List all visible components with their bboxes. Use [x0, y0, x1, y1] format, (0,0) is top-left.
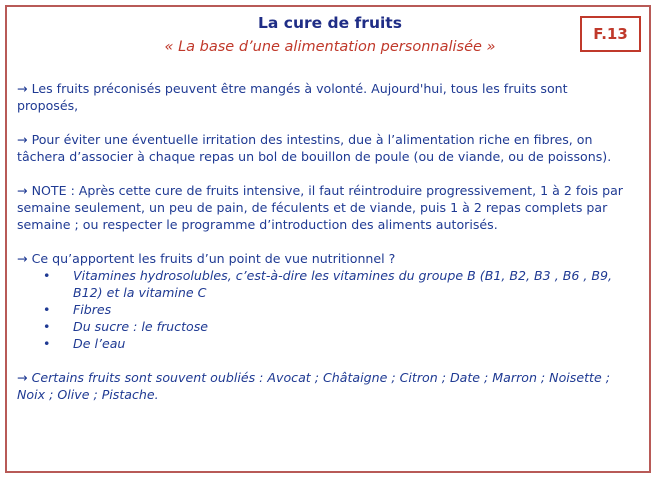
bullet-icon: • [43, 319, 51, 334]
paragraph-text: Ce qu’apportent les fruits d’un point de vue nutritionnel ? [31, 251, 396, 266]
document-body [17, 80, 629, 420]
bullet-icon: • [43, 336, 51, 351]
list-item: • Vitamines hydrosolubles, c’est-à-dire les vitamines du groupe B (B1, B2, B3 , B6 , B9, B12) et la vitamine C [43, 268, 613, 300]
page-subtitle: « La base d’une alimentation personnalisée » [164, 39, 496, 55]
bullet-icon: • [43, 302, 51, 317]
list-item: • De l’eau [43, 336, 126, 351]
arrow-icon: → [17, 183, 28, 198]
list-item: • Fibres [43, 302, 112, 317]
arrow-icon: → [17, 370, 28, 385]
paragraph-text: NOTE : Après cette cure de fruits intensive, il faut réintroduire progressivement, 1 à 2 fois par semaine seulement, un peu de pain, de féculents et de viande, puis 1 à 2 repas complets par semaine ; ou respecter le programme d’introduction des aliments autorisés. [17, 183, 623, 232]
paragraph-irritation [17, 131, 629, 165]
paragraph-nutrition-heading [17, 250, 629, 267]
paragraph-forgotten-fruits [17, 369, 629, 403]
page-title: La cure de fruits [258, 14, 402, 32]
paragraph-fruits-volonte [17, 80, 629, 114]
reference-badge: F.13 [580, 16, 641, 52]
bullet-icon: • [43, 268, 51, 283]
paragraph-text: Les fruits préconisés peuvent être mangés à volonté. Aujourd'hui, tous les fruits sont proposés, [17, 81, 568, 113]
paragraph-note [17, 182, 629, 233]
paragraph-text: Pour éviter une éventuelle irritation des intestins, due à l’alimentation riche en fibres, on tâchera d’associer à chaque repas un bol de bouillon de poule (ou de viande, ou de poissons). [17, 132, 612, 164]
nutrient-list [17, 267, 629, 352]
arrow-icon: → [17, 81, 28, 96]
paragraph-text: Certains fruits sont souvent oubliés : Avocat ; Châtaigne ; Citron ; Date ; Marron ; Noisette ; Noix ; Olive ; Pistache. [17, 370, 610, 402]
arrow-icon: → [17, 251, 28, 266]
list-item: • Du sucre : le fructose [43, 319, 209, 334]
arrow-icon: → [17, 132, 28, 147]
